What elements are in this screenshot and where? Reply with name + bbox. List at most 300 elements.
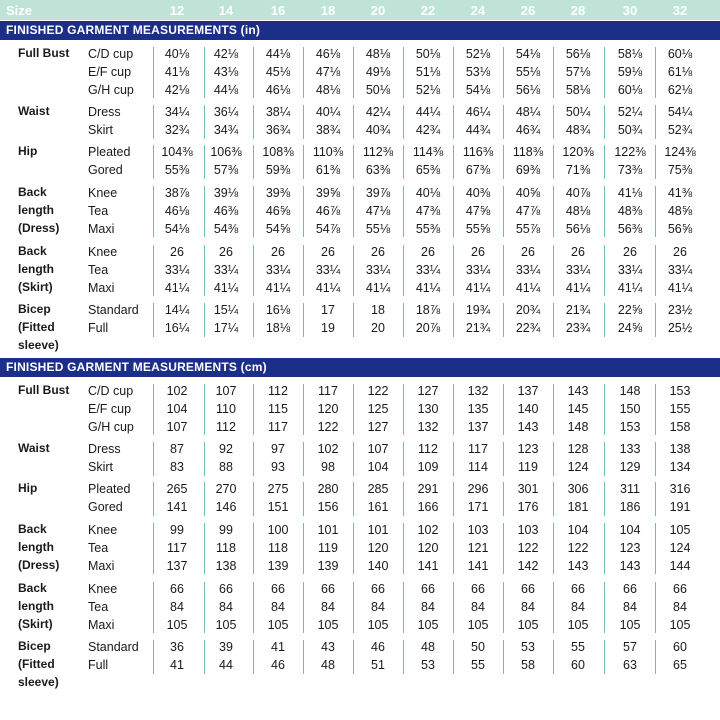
table-row bbox=[0, 382, 720, 400]
table-cell: 26 bbox=[623, 245, 637, 259]
table-cell: 122⅜ bbox=[614, 145, 646, 159]
table-cell: 39⅝ bbox=[315, 186, 341, 200]
table-cell: 22¾ bbox=[515, 320, 541, 335]
measurement-group-label: Full Bust bbox=[18, 46, 70, 60]
table-cell: 41¼ bbox=[565, 280, 591, 295]
measurement-group-label: Back bbox=[18, 244, 47, 258]
table-cell: 84 bbox=[521, 599, 535, 614]
table-cell: 41¼ bbox=[465, 280, 491, 295]
table-cell: 33¼ bbox=[265, 262, 291, 277]
table-cell: 42¼ bbox=[365, 105, 391, 119]
table-row bbox=[0, 301, 720, 319]
table-cell: 26 bbox=[471, 245, 485, 259]
table-cell: 115 bbox=[268, 401, 288, 416]
table-cell: 16¼ bbox=[164, 320, 190, 335]
table-cell: 88 bbox=[219, 459, 233, 474]
table-cell: 121 bbox=[467, 540, 489, 555]
table-cell: 47⅜ bbox=[415, 203, 441, 218]
table-cell: 19 bbox=[321, 320, 335, 335]
table-cell: 36¼ bbox=[213, 105, 239, 119]
table-cell: 153 bbox=[669, 384, 691, 398]
table-cell: 26 bbox=[571, 245, 585, 259]
table-cell: 46⅛ bbox=[265, 82, 291, 97]
table-cell: 285 bbox=[367, 482, 389, 496]
size-label: Size bbox=[6, 3, 33, 18]
table-cell: 58 bbox=[521, 657, 535, 672]
table-cell: 33¼ bbox=[415, 262, 441, 277]
table-cell: 61⅜ bbox=[315, 162, 341, 177]
row-label: Full bbox=[88, 320, 109, 335]
table-row bbox=[0, 638, 720, 656]
measurement-group-label: (Fitted bbox=[18, 319, 55, 334]
table-cell: 128 bbox=[567, 442, 589, 456]
table-cell: 105 bbox=[367, 617, 389, 632]
size-column-header: 24 bbox=[470, 3, 486, 18]
measurement-group-label: sleeve) bbox=[18, 674, 59, 689]
table-cell: 65⅜ bbox=[415, 162, 441, 177]
table-cell: 105 bbox=[417, 617, 439, 632]
table-cell: 50⅛ bbox=[365, 82, 391, 97]
table-cell: 108⅜ bbox=[262, 145, 294, 159]
table-cell: 102 bbox=[417, 523, 439, 537]
size-column-header: 12 bbox=[169, 3, 185, 18]
table-cell: 135 bbox=[467, 401, 489, 416]
table-cell: 117 bbox=[268, 419, 288, 434]
table-cell: 20 bbox=[371, 320, 385, 335]
table-cell: 60⅛ bbox=[667, 47, 693, 61]
row-label: Standard bbox=[88, 640, 139, 654]
table-cell: 97 bbox=[271, 442, 285, 456]
table-cell: 34¾ bbox=[213, 122, 239, 137]
table-cell: 49⅛ bbox=[365, 64, 391, 79]
table-cell: 45⅛ bbox=[265, 64, 291, 79]
table-cell: 107 bbox=[166, 419, 188, 434]
table-cell: 106⅜ bbox=[210, 145, 242, 159]
measurement-group-label: Hip bbox=[18, 481, 38, 495]
table-row bbox=[0, 521, 720, 539]
size-column-header: 18 bbox=[320, 3, 336, 18]
table-cell: 122 bbox=[317, 419, 339, 434]
table-cell: 55⅛ bbox=[365, 221, 391, 236]
table-cell: 44¾ bbox=[465, 122, 491, 137]
table-cell: 17¼ bbox=[213, 320, 239, 335]
table-cell: 98 bbox=[321, 459, 335, 474]
table-cell: 139 bbox=[317, 558, 339, 573]
row-label: Knee bbox=[88, 186, 118, 200]
table-cell: 161 bbox=[367, 499, 389, 514]
table-cell: 56⅛ bbox=[565, 47, 591, 61]
table-cell: 46⅜ bbox=[213, 203, 239, 218]
table-cell: 93 bbox=[271, 459, 285, 474]
table-cell: 56⅜ bbox=[617, 221, 643, 236]
table-cell: 71⅜ bbox=[565, 162, 591, 177]
table-cell: 19¾ bbox=[465, 303, 491, 317]
table-cell: 44⅛ bbox=[213, 82, 239, 97]
table-cell: 21¾ bbox=[565, 303, 591, 317]
row-label: Dress bbox=[88, 105, 121, 119]
table-cell: 123 bbox=[619, 540, 641, 555]
size-header-bar bbox=[0, 0, 720, 20]
table-cell: 103 bbox=[517, 523, 539, 537]
table-cell: 124⅜ bbox=[664, 145, 696, 159]
table-cell: 33¼ bbox=[617, 262, 643, 277]
table-cell: 14¼ bbox=[164, 303, 190, 317]
table-title: FINISHED GARMENT MEASUREMENTS (cm) bbox=[6, 360, 267, 374]
table-cell: 50⅛ bbox=[415, 47, 441, 61]
table-cell: 99 bbox=[170, 523, 184, 537]
table-cell: 40⅛ bbox=[164, 47, 190, 61]
table-cell: 105 bbox=[317, 617, 339, 632]
table-cell: 171 bbox=[467, 499, 489, 514]
table-cell: 112 bbox=[216, 419, 236, 434]
table-cell: 105 bbox=[517, 617, 539, 632]
table-cell: 38¾ bbox=[315, 122, 341, 137]
table-cell: 148 bbox=[567, 419, 589, 434]
size-column-header: 22 bbox=[420, 3, 436, 18]
table-cell: 50¾ bbox=[617, 122, 643, 137]
measurement-group-label: length bbox=[18, 261, 54, 276]
table-cell: 141 bbox=[166, 499, 188, 514]
table-cell: 105 bbox=[215, 617, 237, 632]
row-label: Pleated bbox=[88, 482, 131, 496]
table-cell: 101 bbox=[367, 523, 389, 537]
row-label: Gored bbox=[88, 499, 123, 514]
table-cell: 44¼ bbox=[415, 105, 441, 119]
table-cell: 33¼ bbox=[213, 262, 239, 277]
table-cell: 42⅛ bbox=[164, 82, 190, 97]
table-row bbox=[0, 81, 720, 99]
table-cell: 291 bbox=[417, 482, 439, 496]
table-cell: 33¼ bbox=[667, 262, 693, 277]
table-cell: 18 bbox=[371, 303, 385, 317]
table-cell: 53⅛ bbox=[465, 64, 491, 79]
table-cell: 84 bbox=[421, 599, 435, 614]
table-cell: 139 bbox=[267, 558, 289, 573]
table-cell: 54⅜ bbox=[213, 221, 239, 236]
table-cell: 22⅝ bbox=[617, 303, 643, 317]
row-label: Pleated bbox=[88, 145, 131, 159]
table-cell: 48⅜ bbox=[617, 203, 643, 218]
table-cell: 120 bbox=[417, 540, 439, 555]
table-cell: 124 bbox=[669, 540, 691, 555]
row-label: Tea bbox=[88, 540, 109, 555]
row-label: Full bbox=[88, 657, 109, 672]
table-cell: 56⅛ bbox=[515, 82, 541, 97]
table-cell: 41¼ bbox=[415, 280, 441, 295]
row-label: E/F cup bbox=[88, 401, 132, 416]
table-cell: 26 bbox=[321, 245, 335, 259]
table-cell: 120 bbox=[367, 540, 389, 555]
table-cell: 44 bbox=[219, 657, 233, 672]
table-cell: 84 bbox=[371, 599, 385, 614]
table-row bbox=[0, 121, 720, 139]
table-cell: 41 bbox=[271, 640, 285, 654]
table-cell: 58⅛ bbox=[565, 82, 591, 97]
table-cell: 306 bbox=[567, 482, 589, 496]
table-cell: 151 bbox=[267, 499, 289, 514]
table-cell: 53 bbox=[521, 640, 535, 654]
table-cell: 84 bbox=[673, 599, 687, 614]
row-label: Maxi bbox=[88, 280, 115, 295]
measurement-group-label: Waist bbox=[18, 104, 50, 118]
table-cell: 48⅝ bbox=[667, 203, 693, 218]
table-cell: 55⅜ bbox=[415, 221, 441, 236]
row-label: Gored bbox=[88, 162, 123, 177]
table-cell: 33¼ bbox=[565, 262, 591, 277]
table-cell: 104 bbox=[619, 523, 641, 537]
table-cell: 40¼ bbox=[315, 105, 341, 119]
table-cell: 124 bbox=[567, 459, 589, 474]
table-cell: 116⅜ bbox=[462, 145, 494, 159]
table-cell: 145 bbox=[567, 401, 589, 416]
table-cell: 104 bbox=[166, 401, 188, 416]
table-cell: 84 bbox=[271, 599, 285, 614]
row-label: Tea bbox=[88, 599, 109, 614]
table-cell: 57⅛ bbox=[565, 64, 591, 79]
table-cell: 166 bbox=[417, 499, 439, 514]
table-cell: 84 bbox=[623, 599, 637, 614]
measurement-group-label: Full Bust bbox=[18, 383, 70, 397]
table-cell: 66 bbox=[471, 582, 485, 596]
table-cell: 301 bbox=[517, 482, 539, 496]
measurement-group-label: length bbox=[18, 202, 54, 217]
table-cell: 125 bbox=[367, 401, 389, 416]
row-label: Knee bbox=[88, 245, 118, 259]
row-label: Knee bbox=[88, 523, 118, 537]
measurement-group-label: (Dress) bbox=[18, 557, 60, 572]
table-cell: 43 bbox=[321, 640, 335, 654]
table-cell: 83 bbox=[170, 459, 184, 474]
table-cell: 41⅜ bbox=[667, 186, 693, 200]
table-cell: 26 bbox=[673, 245, 687, 259]
table-cell: 117 bbox=[468, 442, 488, 456]
table-cell: 138 bbox=[669, 442, 691, 456]
table-cell: 18⅛ bbox=[265, 320, 291, 335]
table-row bbox=[0, 202, 720, 220]
row-label: E/F cup bbox=[88, 64, 132, 79]
table-cell: 52¼ bbox=[617, 105, 643, 119]
table-cell: 55⅞ bbox=[515, 221, 541, 236]
table-row bbox=[0, 557, 720, 575]
table-cell: 57 bbox=[623, 640, 637, 654]
row-label: G/H cup bbox=[88, 419, 134, 434]
table-cell: 62⅛ bbox=[667, 82, 693, 97]
table-cell: 143 bbox=[567, 384, 589, 398]
table-cell: 55⅝ bbox=[465, 221, 491, 236]
table-cell: 143 bbox=[517, 419, 539, 434]
table-cell: 66 bbox=[170, 582, 184, 596]
table-cell: 67⅜ bbox=[465, 162, 491, 177]
table-cell: 158 bbox=[669, 419, 691, 434]
table-cell: 118 bbox=[216, 540, 236, 555]
size-column-header: 20 bbox=[370, 3, 386, 18]
table-cell: 117 bbox=[318, 384, 338, 398]
table-cell: 41¼ bbox=[315, 280, 341, 295]
table-cell: 66 bbox=[623, 582, 637, 596]
table-cell: 120⅜ bbox=[562, 145, 594, 159]
table-cell: 54⅞ bbox=[315, 221, 341, 236]
table-cell: 140 bbox=[517, 401, 539, 416]
table-row bbox=[0, 184, 720, 202]
table-cell: 133 bbox=[619, 442, 641, 456]
table-cell: 66 bbox=[521, 582, 535, 596]
table-cell: 52⅛ bbox=[465, 47, 491, 61]
table-cell: 117 bbox=[167, 540, 187, 555]
table-row bbox=[0, 598, 720, 616]
table-cell: 40⅝ bbox=[515, 186, 541, 200]
table-cell: 73⅜ bbox=[617, 162, 643, 177]
table-cell: 55 bbox=[571, 640, 585, 654]
table-cell: 105 bbox=[567, 617, 589, 632]
table-cell: 102 bbox=[166, 384, 188, 398]
table-cell: 107 bbox=[367, 442, 389, 456]
table-cell: 140 bbox=[367, 558, 389, 573]
size-column-header: 16 bbox=[270, 3, 286, 18]
table-cell: 316 bbox=[669, 482, 691, 496]
table-cell: 26 bbox=[421, 245, 435, 259]
table-cell: 42⅛ bbox=[213, 47, 239, 61]
table-cell: 33¼ bbox=[164, 262, 190, 277]
table-cell: 153 bbox=[619, 419, 641, 434]
table-cell: 156 bbox=[317, 499, 339, 514]
table-cell: 33¼ bbox=[315, 262, 341, 277]
table-cell: 127 bbox=[367, 419, 389, 434]
table-row bbox=[0, 243, 720, 261]
table-cell: 33¼ bbox=[365, 262, 391, 277]
table-cell: 39 bbox=[219, 640, 233, 654]
table-cell: 311 bbox=[620, 482, 640, 496]
table-row bbox=[0, 161, 720, 179]
table-cell: 47⅛ bbox=[315, 64, 341, 79]
table-cell: 143 bbox=[619, 558, 641, 573]
measurement-group-label: Hip bbox=[18, 144, 38, 158]
table-cell: 44⅛ bbox=[265, 47, 291, 61]
table-cell: 132 bbox=[417, 419, 439, 434]
table-cell: 132 bbox=[467, 384, 489, 398]
table-cell: 16⅛ bbox=[265, 303, 291, 317]
table-cell: 118⅜ bbox=[512, 145, 544, 159]
table-cell: 41 bbox=[170, 657, 184, 672]
table-row bbox=[0, 580, 720, 598]
table-cell: 59⅜ bbox=[265, 162, 291, 177]
measurement-group-label: length bbox=[18, 539, 54, 554]
table-cell: 114⅜ bbox=[412, 145, 444, 159]
table-cell: 34¼ bbox=[164, 105, 190, 119]
table-cell: 265 bbox=[166, 482, 188, 496]
table-cell: 114 bbox=[468, 459, 488, 474]
measurement-group-label: (Dress) bbox=[18, 220, 60, 235]
table-cell: 119 bbox=[518, 459, 538, 474]
table-cell: 137 bbox=[166, 558, 188, 573]
table-cell: 18⅞ bbox=[415, 303, 441, 317]
table-cell: 143 bbox=[567, 558, 589, 573]
table-row bbox=[0, 143, 720, 161]
table-row bbox=[0, 261, 720, 279]
table-cell: 47⅛ bbox=[365, 203, 391, 218]
table-cell: 36¾ bbox=[265, 122, 291, 137]
table-cell: 105 bbox=[619, 617, 641, 632]
measurement-group-label: Waist bbox=[18, 441, 50, 455]
row-label: Maxi bbox=[88, 221, 115, 236]
row-label: Tea bbox=[88, 262, 109, 277]
table-cell: 65 bbox=[673, 657, 687, 672]
table-cell: 50 bbox=[471, 640, 485, 654]
table-cell: 66 bbox=[371, 582, 385, 596]
row-label: Tea bbox=[88, 203, 109, 218]
table-cell: 54⅝ bbox=[265, 221, 291, 236]
table-cell: 110 bbox=[216, 401, 236, 416]
table-cell: 26 bbox=[521, 245, 535, 259]
table-cell: 105 bbox=[267, 617, 289, 632]
table-cell: 104 bbox=[367, 459, 389, 474]
table-title-bar bbox=[0, 358, 720, 377]
table-cell: 50¼ bbox=[565, 105, 591, 119]
table-cell: 48 bbox=[321, 657, 335, 672]
table-cell: 40⅞ bbox=[565, 186, 591, 200]
table-cell: 66 bbox=[673, 582, 687, 596]
table-row bbox=[0, 400, 720, 418]
table-cell: 23¾ bbox=[565, 320, 591, 335]
table-cell: 123 bbox=[517, 442, 539, 456]
table-cell: 191 bbox=[669, 499, 691, 514]
table-cell: 84 bbox=[321, 599, 335, 614]
table-cell: 181 bbox=[567, 499, 589, 514]
measurement-group-label: Back bbox=[18, 581, 47, 595]
table-cell: 42¾ bbox=[415, 122, 441, 137]
table-cell: 63⅜ bbox=[365, 162, 391, 177]
table-cell: 56⅝ bbox=[667, 221, 693, 236]
table-cell: 48⅛ bbox=[315, 82, 341, 97]
table-row bbox=[0, 279, 720, 297]
row-label: Skirt bbox=[88, 122, 113, 137]
table-cell: 134 bbox=[669, 459, 691, 474]
measurement-group-label: Back bbox=[18, 185, 47, 199]
table-cell: 101 bbox=[317, 523, 339, 537]
table-cell: 60 bbox=[571, 657, 585, 672]
table-cell: 105 bbox=[467, 617, 489, 632]
table-cell: 32¾ bbox=[164, 122, 190, 137]
table-cell: 55⅜ bbox=[164, 162, 190, 177]
table-cell: 26 bbox=[371, 245, 385, 259]
table-cell: 51 bbox=[371, 657, 385, 672]
table-cell: 107 bbox=[215, 384, 237, 398]
table-cell: 142 bbox=[517, 558, 539, 573]
table-row bbox=[0, 539, 720, 557]
table-cell: 99 bbox=[219, 523, 233, 537]
table-cell: 41⅛ bbox=[617, 186, 643, 200]
table-cell: 46¼ bbox=[465, 105, 491, 119]
table-cell: 63 bbox=[623, 657, 637, 672]
table-cell: 41¼ bbox=[365, 280, 391, 295]
table-cell: 54¼ bbox=[667, 105, 693, 119]
table-cell: 66 bbox=[421, 582, 435, 596]
table-cell: 41¼ bbox=[265, 280, 291, 295]
table-cell: 40⅜ bbox=[465, 186, 491, 200]
table-cell: 110⅜ bbox=[312, 145, 344, 159]
table-cell: 186 bbox=[619, 499, 641, 514]
table-cell: 112 bbox=[418, 442, 438, 456]
table-cell: 20⅞ bbox=[415, 320, 441, 335]
table-cell: 112⅜ bbox=[362, 145, 394, 159]
table-row bbox=[0, 220, 720, 238]
table-cell: 296 bbox=[467, 482, 489, 496]
table-cell: 176 bbox=[517, 499, 539, 514]
table-cell: 100 bbox=[267, 523, 289, 537]
table-cell: 60 bbox=[673, 640, 687, 654]
table-cell: 105 bbox=[669, 617, 691, 632]
table-cell: 92 bbox=[219, 442, 233, 456]
table-cell: 26 bbox=[271, 245, 285, 259]
